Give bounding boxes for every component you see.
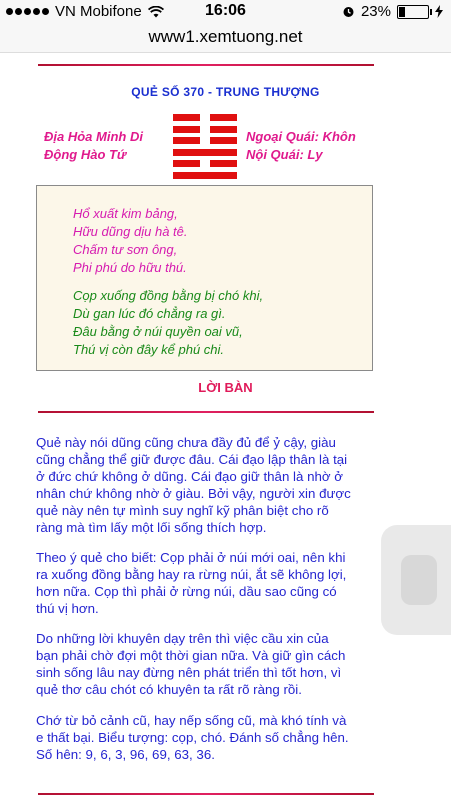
paragraph-3 — [36, 630, 378, 698]
battery-icon — [397, 5, 429, 19]
section-title: LỜI BÀN — [198, 380, 253, 395]
paragraph-4 — [36, 712, 378, 763]
poem-line: Đâu bằng ở núi quyền oai vũ, — [73, 324, 243, 339]
text-line: ràng mà tìm lấy một lối sống thích hợp. — [36, 520, 267, 535]
assistive-touch-button[interactable] — [381, 525, 451, 635]
paragraph-2 — [36, 549, 378, 617]
poem-line: Hổ xuất kim bảng, — [73, 206, 178, 221]
paragraph-1 — [36, 434, 378, 536]
text-line: ra xuống đồng bằng hay ra rừng núi, ắt sẽ không lợi, — [36, 567, 347, 582]
hexagram-broken-line — [173, 160, 200, 167]
clock: 16:06 — [205, 2, 246, 19]
hexagram-icon — [173, 114, 237, 180]
text-line: quẻ thơ câu chót có khuyên ta rất rõ ràng rồi. — [36, 682, 302, 697]
poem-line: Dù gan lúc đó chẳng ra gì. — [73, 306, 226, 321]
text-line: Quẻ này nói dũng cũng chưa đầy đủ để ỷ cậy, giàu — [36, 435, 336, 450]
carrier-label: VN Mobifone — [55, 3, 142, 20]
poem-box — [36, 185, 373, 371]
url-bar[interactable]: www1.xemtuong.net — [0, 22, 451, 53]
hexagram-solid-line — [173, 172, 237, 179]
text-line: e thất bại. Biểu tượng: cọp, chó. Đánh số chẳng hên. — [36, 730, 349, 745]
text-line: bạn phải chờ đợi một thời gian nữa. Và giữ gìn cách — [36, 648, 346, 663]
text-line: Do những lời khuyên dạy trên thì việc cầu xin của — [36, 631, 329, 646]
poem-stanza-2 — [73, 287, 263, 359]
hexagram-name-block — [44, 128, 143, 164]
status-bar — [0, 0, 451, 22]
text-line: ở đức chứ không ở dũng. Cái đạo giữ thân là nhờ ở — [36, 469, 344, 484]
hexagram-broken-line — [173, 114, 200, 121]
hexagram-broken-line — [210, 126, 237, 133]
text-line: sinh sống lâu nay đừng nên phát triển thì tốt hơn, vì — [36, 665, 342, 680]
section-divider — [38, 411, 374, 413]
text-line: thú vị hơn. — [36, 601, 99, 616]
text-line: Số hên: 9, 6, 3, 96, 69, 63, 36. — [36, 747, 215, 762]
hexagram-name: Địa Hỏa Minh Di — [44, 129, 143, 144]
hexagram-broken-line — [173, 137, 200, 144]
hexagram-broken-line — [210, 114, 237, 121]
hexagram-broken-line — [210, 137, 237, 144]
top-divider — [38, 64, 374, 66]
page-title: QUẺ SỐ 370 - TRUNG THƯỢNG — [131, 85, 320, 99]
text-line: cũng chẳng thể giữ được đâu. Cái đạo lập thân là tại — [36, 452, 348, 467]
battery-percent: 23% — [360, 3, 391, 20]
poem-line: Thú vị còn đây kể phú chi. — [73, 342, 225, 357]
text-line: Theo ý quẻ cho biết: Cọp phải ở núi mới oai, nên khi — [36, 550, 346, 565]
outer-trigram-label: Ngoại Quái: Khôn — [246, 129, 356, 144]
battery-group — [342, 3, 443, 20]
text-line: hơn nữa. Cọp thì phải ở rừng núi, dầu sao cũng có — [36, 584, 337, 599]
moving-line-label: Động Hào Tứ — [44, 147, 127, 162]
poem-line: Chấm tư sơn ông, — [73, 242, 178, 257]
hexagram-solid-line — [173, 149, 237, 156]
text-line: quẻ này nên tự mình suy nghĩ kỹ phân biệt cho rõ — [36, 503, 329, 518]
poem-line: Phi phú do hữu thú. — [73, 260, 187, 275]
text-line: nhân chứ không nhờ ở giàu. Bởi vậy, người xin được — [36, 486, 351, 501]
hexagram-broken-line — [210, 160, 237, 167]
text-line: Chớ từ bỏ cảnh cũ, hay nếp sống cũ, mà khó tính và — [36, 713, 347, 728]
bottom-divider — [38, 793, 374, 795]
poem-line: Cọp xuống đồng bằng bị chó khi, — [73, 288, 264, 303]
poem-stanza-1 — [73, 205, 188, 277]
trigram-block — [246, 128, 356, 164]
charging-icon — [435, 5, 443, 18]
battery-fill — [399, 7, 405, 17]
hexagram-broken-line — [173, 126, 200, 133]
poem-line: Hữu dũng dịu hà tê. — [73, 224, 188, 239]
alarm-icon — [342, 5, 355, 18]
inner-trigram-label: Nội Quái: Ly — [246, 147, 323, 162]
